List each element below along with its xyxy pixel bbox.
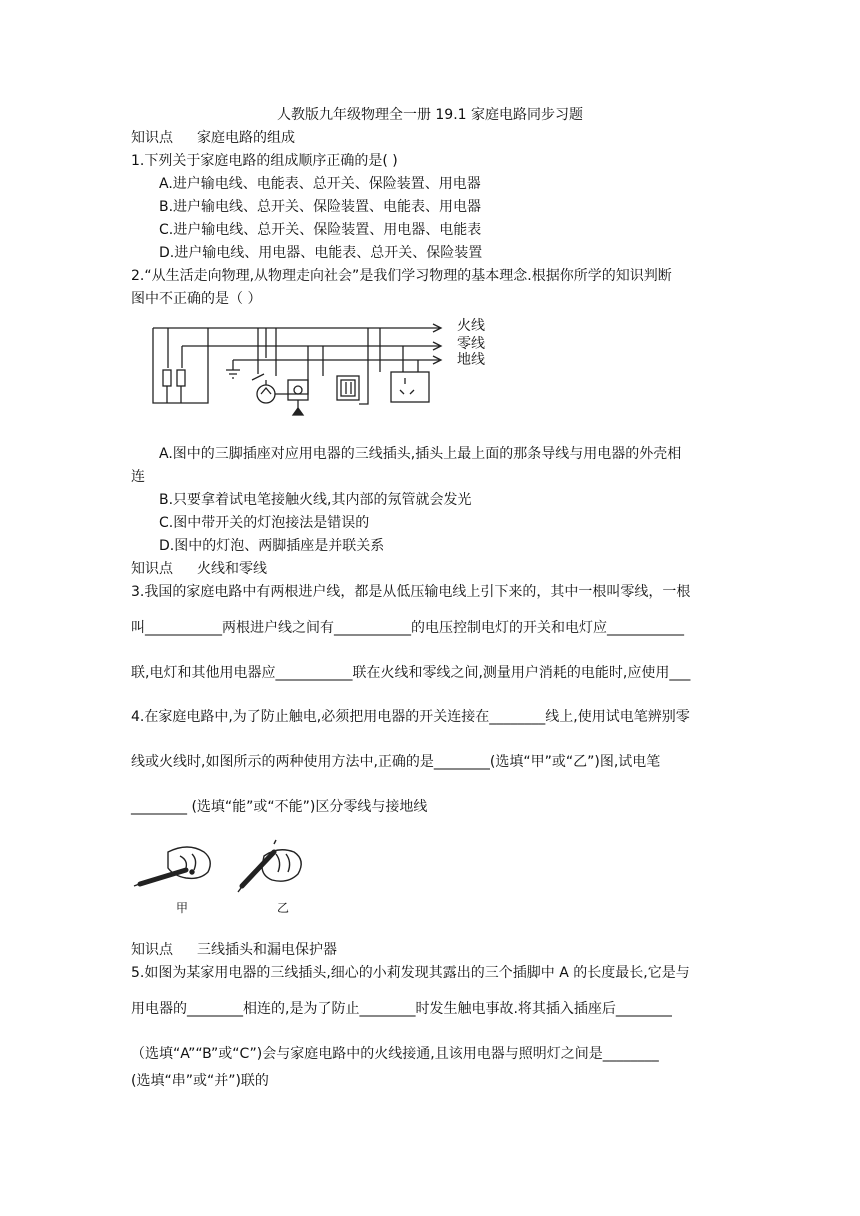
- figure-label-live-wire: 火线: [457, 318, 485, 334]
- kp-label: 知识点: [131, 942, 173, 958]
- figure-label-neutral-wire: 零线: [457, 336, 485, 352]
- knowledge-point-heading: [131, 940, 337, 960]
- q2-option-c: C.图中带开关的灯泡接法是错误的: [159, 515, 370, 531]
- q2-stem-line1: 2.“从生活走向物理,从物理走向社会”是我们学习物理的基本理念.根据你所学的知识判断: [131, 268, 672, 284]
- circuit-diagram: [148, 318, 493, 423]
- q4-line1: 4.在家庭电路中,为了防止触电,必须把用电器的开关连接在________线上,使用试电笔辨别零: [131, 709, 690, 725]
- q5-line2: 用电器的________相连的,是为了防止________时发生触电事故.将其插入插座后________: [131, 1001, 672, 1017]
- knowledge-point-heading: [131, 559, 267, 579]
- q1-stem: 1.下列关于家庭电路的组成顺序正确的是( ): [131, 153, 398, 169]
- q1-option-d: D.进户输电线、用电器、电能表、总开关、保险装置: [159, 245, 483, 261]
- figure-label-yi: 乙: [277, 901, 290, 915]
- test-pen-figure: [128, 838, 328, 918]
- kp-label: 知识点: [131, 130, 173, 146]
- q3-line3: 联,电灯和其他用电器应___________联在火线和零线之间,测量用户消耗的电能时,应使用___: [131, 665, 691, 681]
- q2-option-a-line2: 连: [131, 469, 145, 485]
- q4-line2: 线或火线时,如图所示的两种使用方法中,正确的是________(选填“甲”或“乙”)图,试电笔: [131, 754, 661, 770]
- q2-option-b: B.只要拿着试电笔接触火线,其内部的氖管就会发光: [159, 492, 472, 508]
- knowledge-point-heading: [131, 128, 295, 148]
- kp-topic: 三线插头和漏电保护器: [197, 942, 337, 958]
- q5-line3: （选填“A”“B”或“C”)会与家庭电路中的火线接通,且该用电器与照明灯之间是________: [131, 1046, 659, 1062]
- q2-stem-line2: 图中不正确的是（ ）: [131, 291, 262, 307]
- page-title: 人教版九年级物理全一册 19.1 家庭电路同步习题: [276, 107, 584, 123]
- q1-option-b: B.进户输电线、总开关、保险装置、电能表、用电器: [159, 199, 482, 215]
- kp-label: 知识点: [131, 561, 173, 577]
- figure-label-ground-wire: 地线: [457, 352, 485, 368]
- q1-option-a: A.进户输电线、电能表、总开关、保险装置、用电器: [159, 176, 481, 192]
- figure-label-jia: 甲: [176, 901, 189, 915]
- q3-line2: 叫___________两根进户线之间有___________的电压控制电灯的开关和电灯应___________: [131, 620, 684, 636]
- q3-line1: 3.我国的家庭电路中有两根进户线，都是从低压输电线上引下来的，其中一根叫零线，一根: [131, 584, 691, 600]
- q5-line4: (选填“串”或“并”)联的: [131, 1073, 269, 1089]
- q2-option-a-line1: A.图中的三脚插座对应用电器的三线插头,插头上最上面的那条导线与用电器的外壳相: [159, 446, 682, 462]
- q5-line1: 5.如图为某家用电器的三线插头,细心的小莉发现其露出的三个插脚中 A 的长度最长,它是与: [131, 965, 690, 981]
- q4-line3: ________ (选填“能”或“不能”)区分零线与接地线: [131, 799, 428, 815]
- kp-topic: 家庭电路的组成: [197, 130, 295, 146]
- q1-option-c: C.进户输电线、总开关、保险装置、用电器、电能表: [159, 222, 482, 238]
- kp-topic: 火线和零线: [197, 561, 267, 577]
- q2-option-d: D.图中的灯泡、两脚插座是并联关系: [159, 538, 385, 554]
